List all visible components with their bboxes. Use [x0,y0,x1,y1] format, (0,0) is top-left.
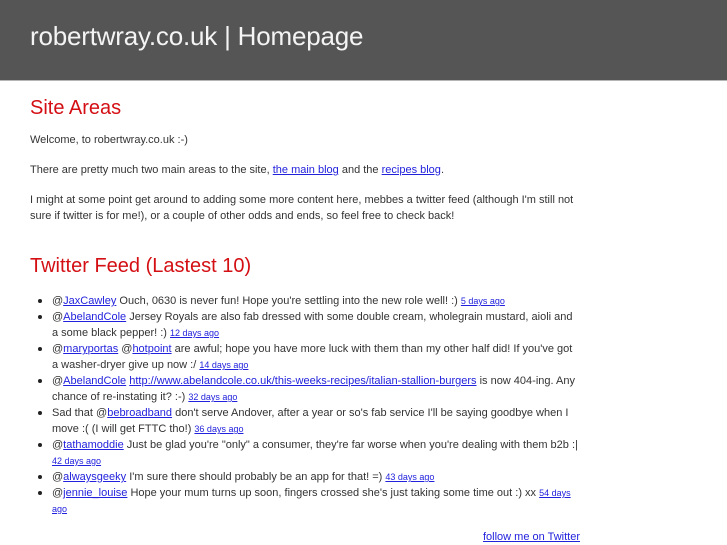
tweet-link[interactable]: http://www.abelandcole.co.uk/this-weeks-recipes/italian-stallion-burgers [129,375,477,387]
bullet-icon [38,347,42,351]
tweet-text: don't serve Andover, after a year or so's fab service I'll be saying goodbye when I move :( (I will get FTTC tho!) [52,407,569,435]
tweet-timestamp-link[interactable]: 5 days ago [460,296,505,306]
tweet-item [30,293,580,309]
areas-and-text: and the [338,164,382,176]
bullet-icon [38,315,42,319]
tweet-item [30,405,580,437]
more-content-paragraph: I might at some point get around to adding some more content here, mebbes a twitter feed (although I'm still not sure if twitter is for me!), or a couple of other odds and ends, so feel free to check back! [30,194,574,222]
tweet-text: Jersey Royals are also fab dressed with some double cream, wholegrain mustard, aioli and a some black pepper! :) [52,311,573,339]
tweet-text: I'm sure there should probably be an app for that! =) [126,471,386,483]
tweet-text: @ [52,343,64,355]
tweet-text: @ [52,471,64,483]
tweet-text: Ouch, 0630 is never fun! Hope you're settling into the new role well! :) [116,295,461,307]
bullet-icon [38,491,42,495]
tweet-text: Just be glad you're "only" a consumer, they're far worse when you're dealing with them b2b :| [123,439,578,451]
tweet-text: Sad that @ [52,407,108,419]
bullet-icon [38,475,42,479]
tweet-text: @ [52,487,64,499]
tweet-timestamp-link[interactable]: 42 days ago [52,456,102,466]
tweet-link[interactable]: AbelandCole [63,375,127,387]
bullet-icon [38,443,42,447]
main-content [0,96,580,543]
areas-end-text: . [440,164,444,176]
bullet-icon [38,411,42,415]
tweet-item [30,341,580,373]
welcome-text: Welcome, to robertwray.co.uk :-) [30,134,188,146]
tweet-text: are awful; hope you have more luck with them than my other half did! If you've got a washer-dryer give up now :/ [52,343,573,371]
tweet-link[interactable]: tathamoddie [63,439,124,451]
tweet-timestamp-link[interactable]: 54 days ago [52,488,571,514]
tweet-item [30,309,580,341]
tweet-link[interactable]: AbelandCole [63,311,127,323]
tweet-link[interactable]: alwaysgeeky [63,471,127,483]
site-header [0,0,727,81]
bullet-icon [38,379,42,383]
main-blog-link[interactable]: the main blog [272,164,339,176]
bullet-icon [38,299,42,303]
tweet-item [30,373,580,405]
areas-intro-text: There are pretty much two main areas to the site, [30,164,273,176]
tweet-link[interactable]: bebroadband [107,407,173,419]
tweet-timestamp-link[interactable]: 36 days ago [194,424,244,434]
tweet-item [30,469,580,485]
follow-on-twitter-link[interactable]: follow me on Twitter [482,531,580,543]
tweet-link[interactable]: jennie_louise [63,487,128,499]
tweet-timestamp-link[interactable]: 14 days ago [199,360,249,370]
tweet-timestamp-link[interactable]: 12 days ago [170,328,220,338]
tweet-link[interactable]: JaxCawley [63,295,117,307]
tweet-item [30,437,580,469]
recipes-blog-link[interactable]: recipes blog [381,164,441,176]
tweet-timestamp-link[interactable]: 32 days ago [188,392,238,402]
follow-container [30,531,580,543]
tweet-link[interactable]: maryportas [63,343,119,355]
twitter-feed-list [30,293,580,517]
site-areas-heading: Site Areas [30,97,122,119]
tweet-link[interactable]: hotpoint [132,343,172,355]
twitter-feed-heading: Twitter Feed (Lastest 10) [30,255,252,277]
tweet-text: @ [52,375,64,387]
tweet-text: @ [118,343,133,355]
page-title: robertwray.co.uk | Homepage [30,21,364,51]
tweet-text: @ [52,439,64,451]
site-areas-paragraph [30,162,580,178]
tweet-text: @ [52,295,64,307]
tweet-text: Hope your mum turns up soon, fingers crossed she's just taking some time out :) xx [127,487,540,499]
tweet-item [30,485,580,517]
tweet-text: is now 404-ing. Any chance of re-instating it? :-) [52,375,575,403]
tweet-text: @ [52,311,64,323]
tweet-timestamp-link[interactable]: 43 days ago [385,472,435,482]
